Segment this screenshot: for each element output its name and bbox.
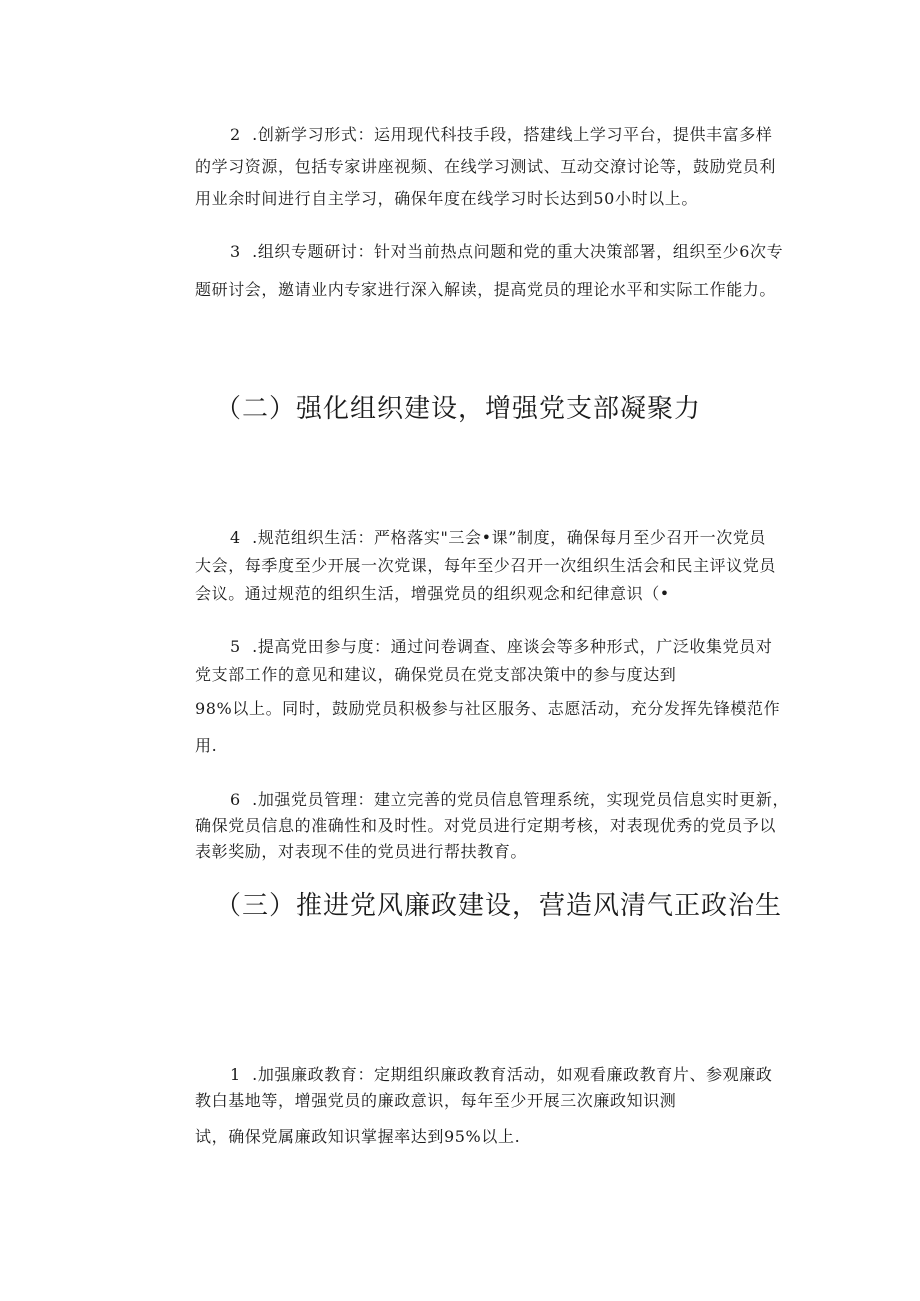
item-6-line-2: 确保党员信息的准确性和及时性。对党员进行定期考核，对表现优秀的党员予以 (195, 816, 777, 835)
item-5-line-3: 98%以上。同时，鼓励党员积极参与社区服务、志愿活动，充分发挥先锋模范作 (195, 699, 781, 718)
item-3-line-1: 3 .组织专题研讨：针对当前热点问题和党的重大决策部署，组织至少6次专 (230, 242, 784, 261)
item-2-line-2: 的学习资源，包括专家讲座视频、在线学习测试、互动交潦讨论等，鼓励党员利 (195, 157, 777, 176)
item-4-line-2: 大会，每季度至少开展一次党课，每年至少召开一次组织生活会和民主评议党员 (195, 556, 777, 575)
section-heading-3: （三）推进党风廉政建设，营造风清气正政治生 (215, 891, 783, 921)
item-3-line-2: 题研讨会，邀请业内专家进行深入解读，提高党员的理论水平和实际工作能力。 (195, 280, 777, 299)
item-5-line-1: 5 .提高党田参与度：通过问卷调查、座谈会等多种形式，广泛收集党员对 (230, 637, 773, 656)
section-heading-2: （二）强化组织建设，增强党支部凝聚力 (215, 394, 702, 424)
item-5-line-4: 用. (195, 736, 218, 755)
item-1-line-3: 试，确保党属廉政知识掌握率达到95%以上. (195, 1127, 521, 1146)
item-1-line-2: 教白基地等，增强党员的廉政意识，每年至少开展三次廉政知识测 (195, 1091, 677, 1110)
item-6-line-1: 6 .加强党员管理：建立完善的党员信息管理系统，实现党员信息实时更新， (230, 790, 790, 809)
item-6-line-3: 表彰奖励，对表现不佳的党员进行帮扶教育。 (195, 842, 528, 861)
item-4-line-1: 4 .规范组织生活：严格落实"三会•课”制度，确保每月至少召开一次党员 (230, 528, 767, 547)
item-1-line-1: 1 .加强廉政教育：定期组织廉政教育活动，如观看廉政教育片、参观廉政 (230, 1065, 773, 1084)
item-2-line-3: 用业余时间进行自主学习，确保年度在线学习时长达到50小时以上。 (195, 189, 698, 208)
item-5-line-2: 党支部工作的意见和建议，确保党员在党支部决策中的参与度达到 (195, 665, 677, 684)
item-2-line-1: 2 .创新学习形式：运用现代科技手段，搭建线上学习平台，提供丰富多样 (230, 125, 773, 144)
item-4-line-3: 会议。通过规范的组织生活，增强党员的组织观念和纪律意识（• (195, 584, 670, 603)
